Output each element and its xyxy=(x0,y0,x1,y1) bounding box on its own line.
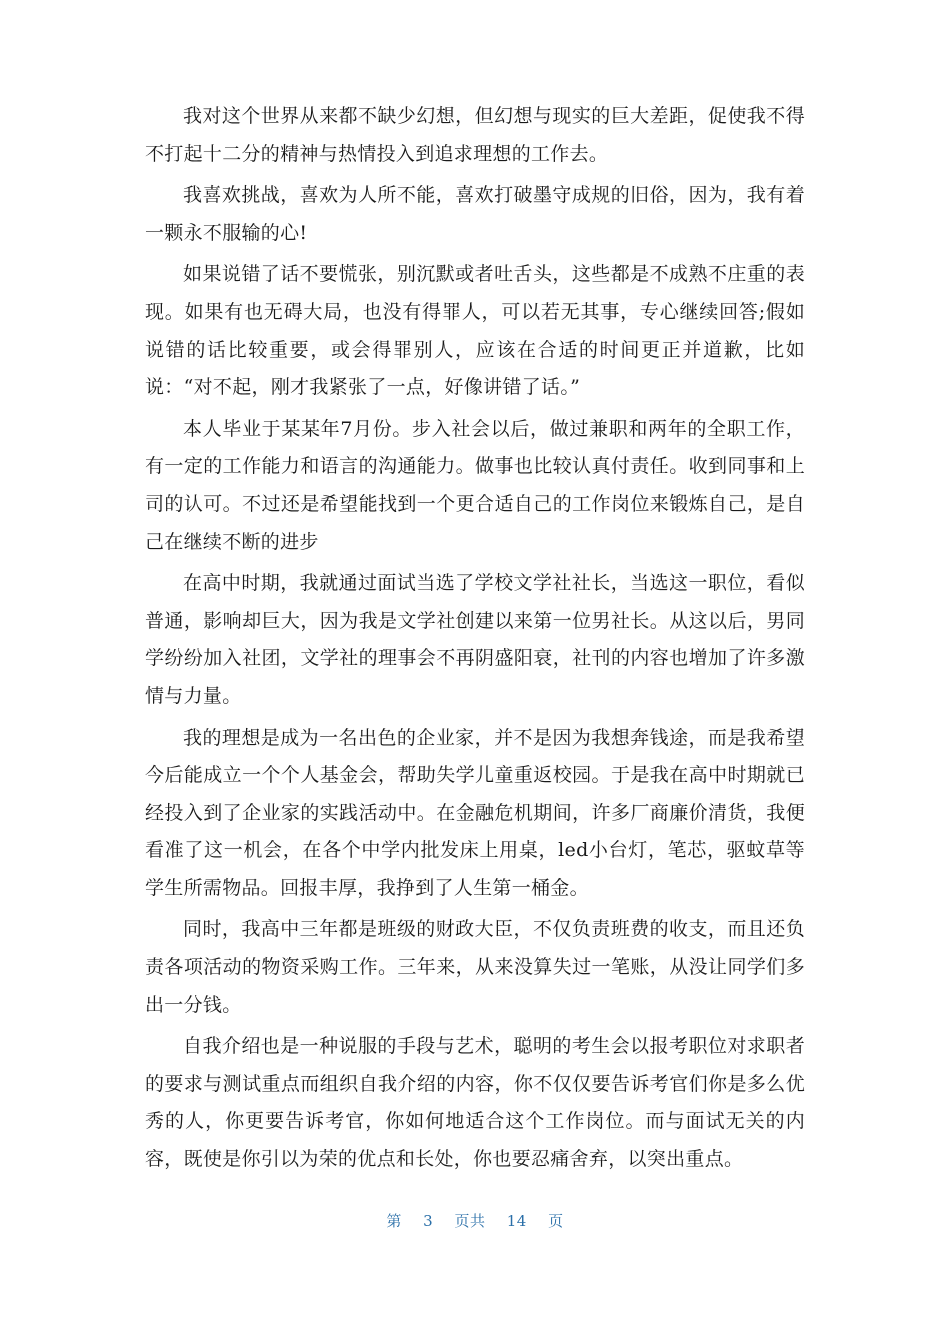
footer-label-page: 第 xyxy=(386,1212,402,1230)
paragraph: 如果说错了话不要慌张，别沉默或者吐舌头，这些都是不成熟不庄重的表现。如果有也无碍大局，也没有得罪人，可以若无其事，专心继续回答;假如说错的话比较重要，或会得罪别人，应该在合适的时间更正并道歉，比如说：“对不起，刚才我紧张了一点，好像讲错了话。” xyxy=(145,263,805,399)
page-footer xyxy=(0,1210,950,1231)
paragraph: 我的理想是成为一名出色的企业家，并不是因为我想奔钱途，而是我希望今后能成立一个个人基金会，帮助失学儿童重返校园。于是我在高中时期就已经投入到了企业家的实践活动中。在金融危机期间，许多厂商廉价清货，我便看准了这一机会，在各个中学内批发床上用桌，led小台灯，笔芯，驱蚊草等学生所需物品。回报丰厚，我挣到了人生第一桶金。 xyxy=(145,726,805,899)
paragraph: 自我介绍也是一种说服的手段与艺术，聪明的考生会以报考职位对求职者的要求与测试重点而组织自我介绍的内容，你不仅仅要告诉考官们你是多么优秀的人，你更要告诉考官，你如何地适合这个工作岗位。而与面试无关的内容，既使是你引以为荣的优点和长处，你也要忍痛舍弃，以突出重点。 xyxy=(145,1035,805,1171)
paragraph: 在高中时期，我就通过面试当选了学校文学社社长，当选这一职位，看似普通，影响却巨大，因为我是文学社创建以来第一位男社长。从这以后，男同学纷纷加入社团，文学社的理事会不再阴盛阳衰，社刊的内容也增加了许多激情与力量。 xyxy=(145,572,805,707)
paragraph: 我喜欢挑战，喜欢为人所不能，喜欢打破墨守成规的旧俗，因为，我有着一颗永不服输的心! xyxy=(145,184,805,244)
footer-label-end: 页 xyxy=(548,1212,564,1230)
total-pages-number: 14 xyxy=(506,1212,527,1230)
document-body xyxy=(145,98,805,1183)
paragraph: 我对这个世界从来都不缺少幻想，但幻想与现实的巨大差距，促使我不得不打起十二分的精神与热情投入到追求理想的工作去。 xyxy=(145,105,805,165)
paragraph: 同时，我高中三年都是班级的财政大臣，不仅负责班费的收支，而且还负责各项活动的物资采购工作。三年来，从来没算失过一笔账，从没让同学们多出一分钱。 xyxy=(145,918,805,1016)
paragraph: 本人毕业于某某年7月份。步入社会以后，做过兼职和两年的全职工作，有一定的工作能力和语言的沟通能力。做事也比较认真付责任。收到同事和上司的认可。不过还是希望能找到一个更合适自己的工作岗位来锻炼自己，是自己在继续不断的进步 xyxy=(145,417,805,553)
current-page-number: 3 xyxy=(423,1212,434,1230)
footer-label-of: 页共 xyxy=(454,1212,486,1230)
